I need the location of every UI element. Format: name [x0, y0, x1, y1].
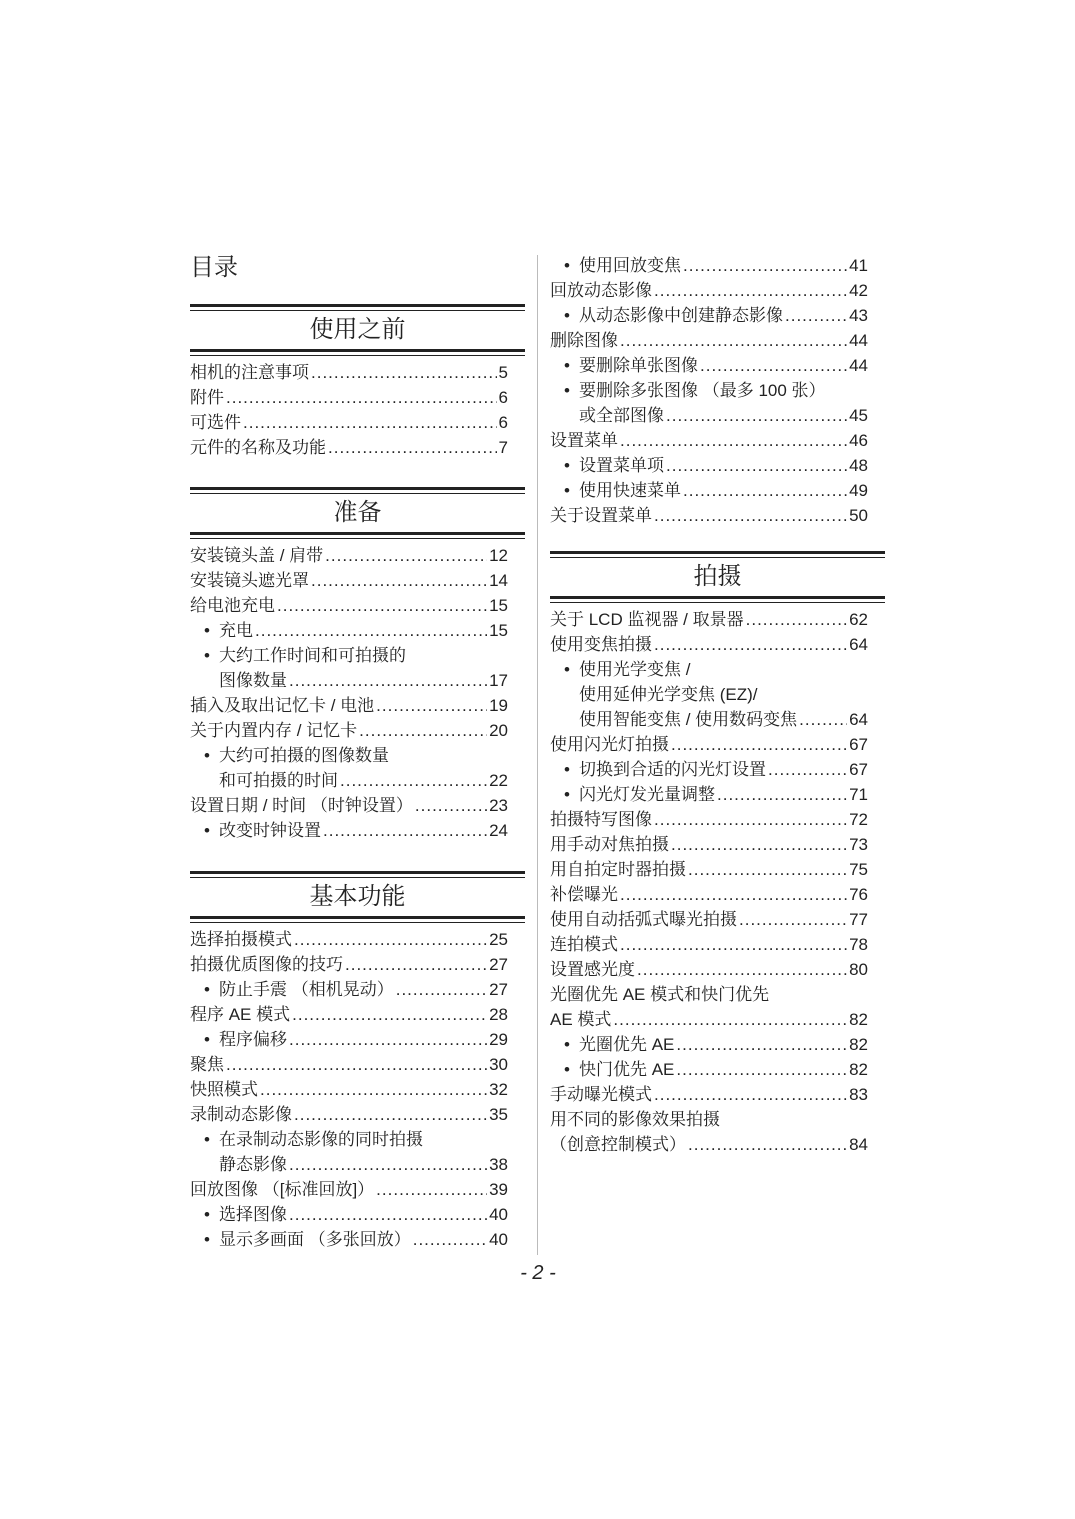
- toc-entry[interactable]: [190, 1052, 508, 1077]
- entry-title: 从动态影像中创建静态影像: [579, 306, 783, 325]
- entry-title: 快门优先 AE: [579, 1060, 675, 1079]
- dot-leader: [799, 707, 847, 732]
- toc-entry[interactable]: [550, 378, 868, 403]
- entry-title: 或全部图像: [579, 406, 664, 425]
- toc-entry[interactable]: [550, 982, 868, 1007]
- dot-leader: [289, 1152, 487, 1177]
- toc-title: 目录: [190, 254, 238, 281]
- dot-leader: [277, 593, 487, 618]
- entry-title: 关于 LCD 监视器 / 取景器: [550, 610, 744, 629]
- page-number: - 2 -: [520, 1262, 556, 1284]
- dot-leader: [688, 857, 847, 882]
- entry-title: 元件的名称及功能: [190, 438, 326, 457]
- entry-title: 和可拍摄的时间: [219, 771, 338, 790]
- entry-page: 83: [849, 1085, 868, 1104]
- toc-entry[interactable]: [190, 1102, 508, 1127]
- dot-leader: [311, 360, 497, 385]
- bullet-icon: •: [564, 256, 570, 275]
- toc-entry[interactable]: [550, 732, 868, 757]
- entry-title: 相机的注意事项: [190, 363, 309, 382]
- toc-entry[interactable]: [550, 807, 868, 832]
- toc-entry[interactable]: [190, 593, 508, 618]
- dot-leader: [739, 907, 847, 932]
- entry-page: 40: [489, 1205, 508, 1224]
- entry-page: 12: [489, 546, 508, 565]
- dot-leader: [413, 1227, 487, 1252]
- toc-entry[interactable]: [190, 568, 508, 593]
- toc-entry[interactable]: [550, 782, 868, 807]
- entry-title: 静态影像: [219, 1155, 287, 1174]
- bullet-icon: •: [564, 1060, 570, 1079]
- toc-entry[interactable]: [190, 1152, 508, 1177]
- toc-entry[interactable]: [190, 818, 508, 843]
- entry-page: 38: [489, 1155, 508, 1174]
- dot-leader: [671, 832, 847, 857]
- toc-entry[interactable]: [550, 707, 868, 732]
- entry-page: 7: [498, 438, 508, 457]
- dot-leader: [637, 957, 847, 982]
- toc-entry[interactable]: [550, 478, 868, 503]
- entry-page: 42: [849, 281, 868, 300]
- toc-entry[interactable]: [550, 253, 868, 278]
- toc-entry[interactable]: [190, 1127, 508, 1152]
- toc-entry[interactable]: [550, 1107, 868, 1132]
- toc-entry[interactable]: [190, 793, 508, 818]
- toc-entry[interactable]: [190, 977, 508, 1002]
- toc-entry[interactable]: [550, 632, 868, 657]
- entry-page: 6: [498, 388, 508, 407]
- entry-title: 充电: [219, 621, 253, 640]
- entry-page: 78: [849, 935, 868, 954]
- dot-leader: [323, 818, 487, 843]
- entry-page: 29: [489, 1030, 508, 1049]
- entry-page: 43: [849, 306, 868, 325]
- entry-page: 82: [849, 1060, 868, 1079]
- entry-title: 光圈优先 AE: [579, 1035, 675, 1054]
- dot-leader: [243, 410, 497, 435]
- toc-entry[interactable]: [190, 360, 508, 385]
- toc-entry[interactable]: [550, 278, 868, 303]
- entry-page: 48: [849, 456, 868, 475]
- dot-leader: [700, 353, 847, 378]
- entry-title: 切换到合适的闪光灯设置: [579, 760, 766, 779]
- dot-leader: [654, 1082, 847, 1107]
- entry-page: 67: [849, 760, 868, 779]
- entry-page: 30: [489, 1055, 508, 1074]
- entry-title: （创意控制模式）: [550, 1135, 686, 1154]
- entry-title: 用手动对焦拍摄: [550, 835, 669, 854]
- rule: [190, 304, 525, 311]
- entry-page: 6: [498, 413, 508, 432]
- toc-entry[interactable]: [550, 682, 868, 707]
- toc-entry[interactable]: [550, 957, 868, 982]
- entry-page: 84: [849, 1135, 868, 1154]
- dot-leader: [746, 607, 847, 632]
- dot-leader: [654, 503, 847, 528]
- dot-leader: [415, 793, 487, 818]
- bullet-icon: •: [204, 821, 210, 840]
- dot-leader: [666, 453, 847, 478]
- entry-title: 大约工作时间和可拍摄的: [219, 646, 406, 665]
- toc-entry[interactable]: [190, 1027, 508, 1052]
- toc-entry[interactable]: [550, 1032, 868, 1057]
- entry-page: 25: [489, 930, 508, 949]
- entry-page: 39: [489, 1180, 508, 1199]
- toc-entry[interactable]: [550, 1057, 868, 1082]
- entry-title: 程序 AE 模式: [190, 1005, 291, 1024]
- entry-title: 关于设置菜单: [550, 506, 652, 525]
- entry-title: 用不同的影像效果拍摄: [550, 1110, 720, 1129]
- entry-title: 选择图像: [219, 1205, 287, 1224]
- dot-leader: [654, 632, 847, 657]
- entry-page: 19: [489, 696, 508, 715]
- entry-title: 给电池充电: [190, 596, 275, 615]
- section-heading: 准备: [333, 499, 382, 526]
- entry-title: 删除图像: [550, 331, 618, 350]
- entry-title: AE 模式: [550, 1010, 612, 1029]
- bullet-icon: •: [204, 1230, 210, 1249]
- bullet-icon: •: [204, 980, 210, 999]
- rule: [190, 487, 525, 494]
- bullet-icon: •: [564, 456, 570, 475]
- bullet-icon: •: [564, 481, 570, 500]
- toc-entry[interactable]: [190, 768, 508, 793]
- dot-leader: [359, 718, 487, 743]
- entry-title: 选择拍摄模式: [190, 930, 292, 949]
- dot-leader: [226, 1052, 487, 1077]
- entry-title: 设置菜单项: [579, 456, 664, 475]
- toc-entry[interactable]: [190, 1077, 508, 1102]
- entry-page: 27: [489, 980, 508, 999]
- entry-page: 45: [849, 406, 868, 425]
- toc-entry[interactable]: [190, 952, 508, 977]
- toc-entry[interactable]: [190, 410, 508, 435]
- bullet-icon: •: [564, 356, 570, 375]
- entry-page: 76: [849, 885, 868, 904]
- dot-leader: [785, 303, 847, 328]
- entry-title: 连拍模式: [550, 935, 618, 954]
- toc-entry[interactable]: [190, 1002, 508, 1027]
- entry-title: 使用延伸光学变焦 (EZ)/: [579, 685, 758, 704]
- dot-leader: [311, 568, 487, 593]
- entry-page: 41: [849, 256, 868, 275]
- entry-page: 46: [849, 431, 868, 450]
- dot-leader: [683, 478, 847, 503]
- toc-entry[interactable]: [190, 693, 508, 718]
- toc-entry[interactable]: [550, 428, 868, 453]
- entry-page: 17: [489, 671, 508, 690]
- toc-entry[interactable]: [550, 657, 868, 682]
- section-heading: 使用之前: [309, 316, 406, 343]
- entry-title: 改变时钟设置: [219, 821, 321, 840]
- entry-page: 75: [849, 860, 868, 879]
- dot-leader: [376, 693, 487, 718]
- rule: [190, 871, 525, 878]
- dot-leader: [666, 403, 847, 428]
- entry-page: 49: [849, 481, 868, 500]
- entry-page: 44: [849, 356, 868, 375]
- bullet-icon: •: [564, 1035, 570, 1054]
- entry-title: 设置感光度: [550, 960, 635, 979]
- entry-title: 程序偏移: [219, 1030, 287, 1049]
- dot-leader: [654, 807, 847, 832]
- entry-page: 15: [489, 621, 508, 640]
- dot-leader: [717, 782, 847, 807]
- entry-page: 40: [489, 1230, 508, 1249]
- toc-entry[interactable]: [190, 668, 508, 693]
- section-recording: [550, 551, 885, 1157]
- toc-entry[interactable]: [550, 328, 868, 353]
- entry-title: 设置日期 / 时间 （时钟设置）: [190, 796, 413, 815]
- toc-entry[interactable]: [190, 1202, 508, 1227]
- bullet-icon: •: [564, 306, 570, 325]
- entry-page: 72: [849, 810, 868, 829]
- bullet-icon: •: [564, 381, 570, 400]
- rule: [550, 596, 885, 603]
- entry-page: 32: [489, 1080, 508, 1099]
- toc-entry[interactable]: [550, 353, 868, 378]
- entry-page: 62: [849, 610, 868, 629]
- entry-page: 27: [489, 955, 508, 974]
- dot-leader: [289, 1027, 487, 1052]
- entry-title: 回放动态影像: [550, 281, 652, 300]
- entry-title: 拍摄特写图像: [550, 810, 652, 829]
- entry-title: 要删除多张图像 （最多 100 张）: [579, 381, 826, 400]
- entry-page: 82: [849, 1035, 868, 1054]
- entry-title: 大约可拍摄的图像数量: [219, 746, 389, 765]
- entry-title: 拍摄优质图像的技巧: [190, 955, 343, 974]
- entry-page: 35: [489, 1105, 508, 1124]
- entry-page: 82: [849, 1010, 868, 1029]
- section-preparation: [190, 487, 525, 843]
- entry-title: 聚焦: [190, 1055, 224, 1074]
- entry-page: 5: [498, 363, 508, 382]
- entry-page: 44: [849, 331, 868, 350]
- column-divider: [537, 255, 538, 1255]
- dot-leader: [226, 385, 497, 410]
- toc-entry[interactable]: [550, 882, 868, 907]
- toc-entry[interactable]: [550, 1132, 868, 1157]
- toc-entry[interactable]: [550, 932, 868, 957]
- bullet-icon: •: [204, 621, 210, 640]
- entry-page: 80: [849, 960, 868, 979]
- toc-entry[interactable]: [550, 907, 868, 932]
- toc-entry[interactable]: [190, 385, 508, 410]
- dot-leader: [292, 1002, 487, 1027]
- toc-entry[interactable]: [550, 1007, 868, 1032]
- toc-entry[interactable]: [550, 453, 868, 478]
- section-playback-continued: [550, 249, 885, 528]
- entry-title: 防止手震 （相机晃动）: [219, 980, 394, 999]
- bullet-icon: •: [564, 760, 570, 779]
- toc-entry[interactable]: [190, 643, 508, 668]
- dot-leader: [294, 927, 487, 952]
- rule: [190, 916, 525, 923]
- toc-entry[interactable]: [550, 303, 868, 328]
- entry-title: 快照模式: [190, 1080, 258, 1099]
- rule: [190, 349, 525, 356]
- entry-title: 附件: [190, 388, 224, 407]
- dot-leader: [620, 932, 847, 957]
- dot-leader: [676, 1057, 847, 1082]
- entry-page: 14: [489, 571, 508, 590]
- bullet-icon: •: [204, 1130, 210, 1149]
- dot-leader: [289, 668, 487, 693]
- entry-title: 用自拍定时器拍摄: [550, 860, 686, 879]
- toc-entry[interactable]: [550, 607, 868, 632]
- entry-title: 使用光学变焦 /: [579, 660, 691, 679]
- section-basic-functions: [190, 871, 525, 1252]
- toc-entry[interactable]: [190, 1177, 508, 1202]
- entry-title: 使用自动括弧式曝光拍摄: [550, 910, 737, 929]
- dot-leader: [620, 882, 847, 907]
- toc-entry[interactable]: [190, 743, 508, 768]
- dot-leader: [688, 1132, 847, 1157]
- entry-title: 设置菜单: [550, 431, 618, 450]
- dot-leader: [676, 1032, 847, 1057]
- entry-page: 15: [489, 596, 508, 615]
- dot-leader: [325, 543, 487, 568]
- rule: [190, 532, 525, 539]
- dot-leader: [294, 1102, 487, 1127]
- bullet-icon: •: [204, 1205, 210, 1224]
- toc-entry[interactable]: [190, 435, 508, 460]
- dot-leader: [376, 1177, 487, 1202]
- entry-page: 28: [489, 1005, 508, 1024]
- entry-page: 71: [849, 785, 868, 804]
- dot-leader: [768, 757, 847, 782]
- entry-title: 可选件: [190, 413, 241, 432]
- bullet-icon: •: [564, 660, 570, 679]
- entry-page: 77: [849, 910, 868, 929]
- entry-page: 64: [849, 710, 868, 729]
- toc-entry[interactable]: [190, 1227, 508, 1252]
- entry-title: 录制动态影像: [190, 1105, 292, 1124]
- toc-entry[interactable]: [550, 832, 868, 857]
- entry-page: 20: [489, 721, 508, 740]
- entry-title: 图像数量: [219, 671, 287, 690]
- toc-entry[interactable]: [190, 543, 508, 568]
- dot-leader: [260, 1077, 487, 1102]
- dot-leader: [345, 952, 487, 977]
- section-heading: 基本功能: [309, 883, 406, 910]
- rule: [550, 551, 885, 558]
- dot-leader: [654, 278, 847, 303]
- bullet-icon: •: [204, 646, 210, 665]
- entry-title: 关于内置内存 / 记忆卡: [190, 721, 358, 740]
- bullet-icon: •: [204, 746, 210, 765]
- toc-entry[interactable]: [190, 927, 508, 952]
- entry-title: 回放图像 （[标准回放]）: [190, 1180, 375, 1199]
- entry-title: 插入及取出记忆卡 / 电池: [190, 696, 375, 715]
- dot-leader: [620, 428, 847, 453]
- toc-entry[interactable]: [550, 757, 868, 782]
- dot-leader: [671, 732, 847, 757]
- entry-title: 补偿曝光: [550, 885, 618, 904]
- toc-entry[interactable]: [550, 403, 868, 428]
- dot-leader: [328, 435, 497, 460]
- section-before-use: [190, 304, 525, 460]
- entry-title: 安装镜头盖 / 肩带: [190, 546, 324, 565]
- section-heading: 拍摄: [693, 563, 742, 590]
- entry-title: 手动曝光模式: [550, 1085, 652, 1104]
- entry-title: 要删除单张图像: [579, 356, 698, 375]
- toc-entry[interactable]: [190, 718, 508, 743]
- entry-page: 23: [489, 796, 508, 815]
- dot-leader: [683, 253, 847, 278]
- toc-entry[interactable]: [190, 618, 508, 643]
- dot-leader: [340, 768, 487, 793]
- entry-page: 24: [489, 821, 508, 840]
- entry-page: 50: [849, 506, 868, 525]
- toc-entry[interactable]: [550, 857, 868, 882]
- entry-title: 闪光灯发光量调整: [579, 785, 715, 804]
- entry-title: 在录制动态影像的同时拍摄: [219, 1130, 423, 1149]
- bullet-icon: •: [204, 1030, 210, 1049]
- entry-title: 使用回放变焦: [579, 256, 681, 275]
- dot-leader: [620, 328, 847, 353]
- dot-leader: [613, 1007, 847, 1032]
- entry-page: 73: [849, 835, 868, 854]
- dot-leader: [289, 1202, 487, 1227]
- bullet-icon: •: [564, 785, 570, 804]
- entry-title: 使用快速菜单: [579, 481, 681, 500]
- entry-page: 64: [849, 635, 868, 654]
- toc-entry[interactable]: [550, 503, 868, 528]
- entry-title: 使用变焦拍摄: [550, 635, 652, 654]
- entry-title: 光圈优先 AE 模式和快门优先: [550, 985, 770, 1004]
- dot-leader: [255, 618, 487, 643]
- entry-page: 67: [849, 735, 868, 754]
- dot-leader: [396, 977, 487, 1002]
- entry-title: 使用智能变焦 / 使用数码变焦: [579, 710, 798, 729]
- entry-title: 安装镜头遮光罩: [190, 571, 309, 590]
- entry-title: 显示多画面 （多张回放）: [219, 1230, 411, 1249]
- entry-title: 使用闪光灯拍摄: [550, 735, 669, 754]
- toc-entry[interactable]: [550, 1082, 868, 1107]
- entry-page: 22: [489, 771, 508, 790]
